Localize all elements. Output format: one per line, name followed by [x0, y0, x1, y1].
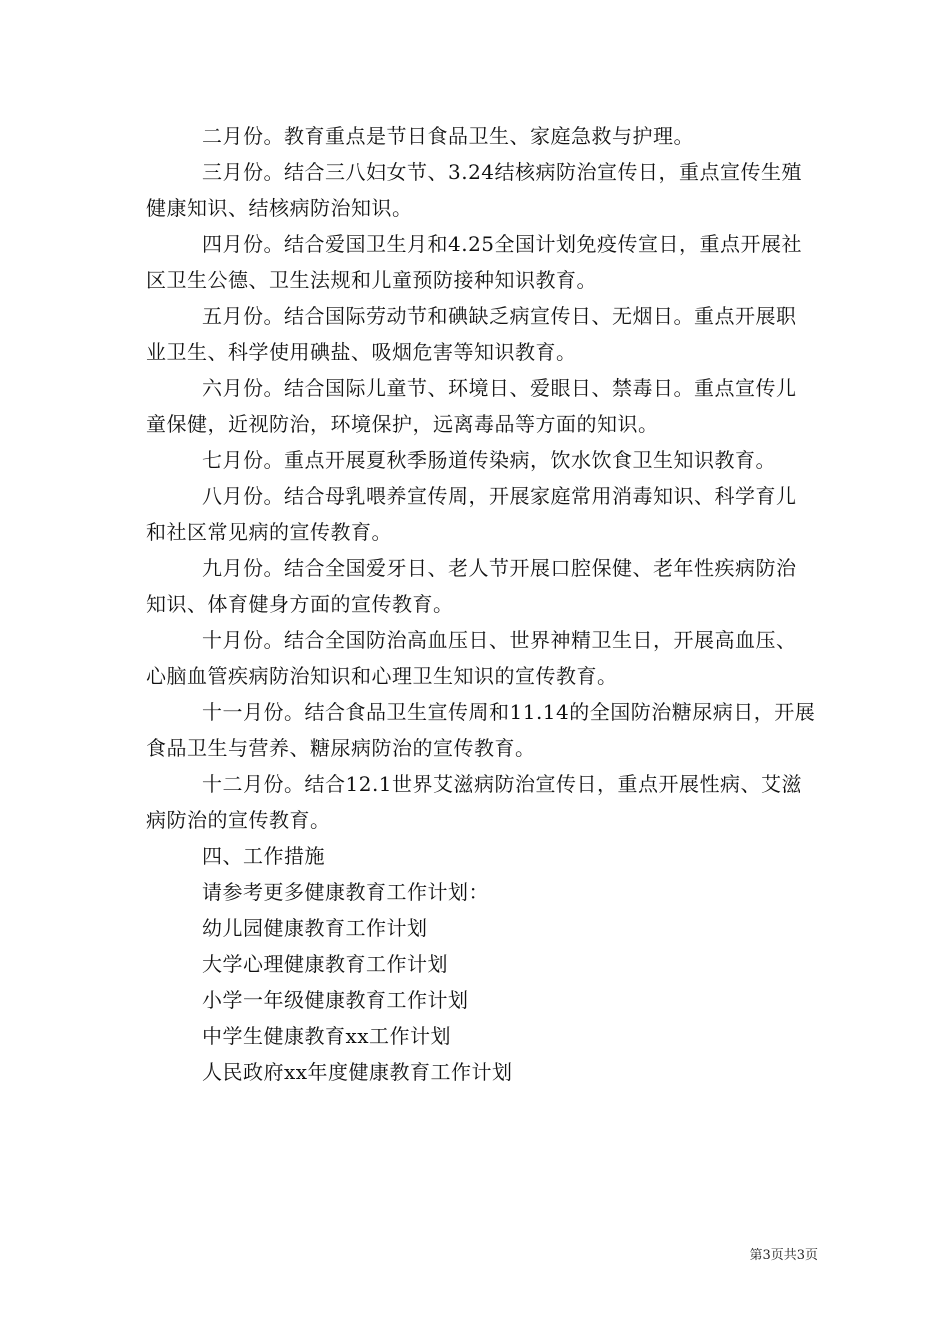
paragraph-june: 六月份。结合国际儿童节、环境日、爱眼日、禁毒日。重点宣传儿童保健，近视防治，环境保护，远离毒品等方面的知识。: [146, 376, 797, 436]
related-plan-link[interactable]: 中学生健康教育xx工作计划: [202, 1024, 452, 1048]
page-number-footer: 第3页共3页: [749, 1248, 818, 1263]
document-body: [146, 118, 816, 1090]
paragraph-november: 十一月份。结合食品卫生宣传周和11.14的全国防治糖尿病日，开展食品卫生与营养、糖尿病防治的宣传教育。: [146, 700, 816, 760]
related-plans-intro: 请参考更多健康教育工作计划：: [202, 880, 489, 904]
paragraph-september: 九月份。结合全国爱牙日、老人节开展口腔保健、老年性疾病防治知识、体育健身方面的宣传教育。: [146, 556, 797, 616]
paragraph-may: 五月份。结合国际劳动节和碘缺乏病宣传日、无烟日。重点开展职业卫生、科学使用碘盐、吸烟危害等知识教育。: [146, 304, 797, 364]
paragraph-april: 四月份。结合爱国卫生月和4.25全国计划免疫传宣日，重点开展社区卫生公德、卫生法规和儿童预防接种知识教育。: [146, 232, 803, 292]
related-plan-link[interactable]: 小学一年级健康教育工作计划: [202, 988, 469, 1012]
paragraph-february: 二月份。教育重点是节日食品卫生、家庭急救与护理。: [202, 124, 694, 148]
related-plan-link[interactable]: 幼儿园健康教育工作计划: [202, 916, 428, 940]
paragraph-march: 三月份。结合三八妇女节、3.24结核病防治宣传日，重点宣传生殖健康知识、结核病防治知识。: [146, 160, 803, 220]
section-heading-measures: 四、工作措施: [202, 844, 325, 868]
paragraph-july: 七月份。重点开展夏秋季肠道传染病，饮水饮食卫生知识教育。: [202, 448, 776, 472]
paragraph-october: 十月份。结合全国防治高血压日、世界神精卫生日，开展高血压、心脑血管疾病防治知识和心理卫生知识的宣传教育。: [146, 628, 797, 688]
related-plan-link[interactable]: 大学心理健康教育工作计划: [202, 952, 448, 976]
related-plan-link[interactable]: 人民政府xx年度健康教育工作计划: [202, 1060, 513, 1084]
paragraph-august: 八月份。结合母乳喂养宣传周，开展家庭常用消毒知识、科学育儿和社区常见病的宣传教育。: [146, 484, 797, 544]
paragraph-december: 十二月份。结合12.1世界艾滋病防治宣传日，重点开展性病、艾滋病防治的宣传教育。: [146, 772, 803, 832]
